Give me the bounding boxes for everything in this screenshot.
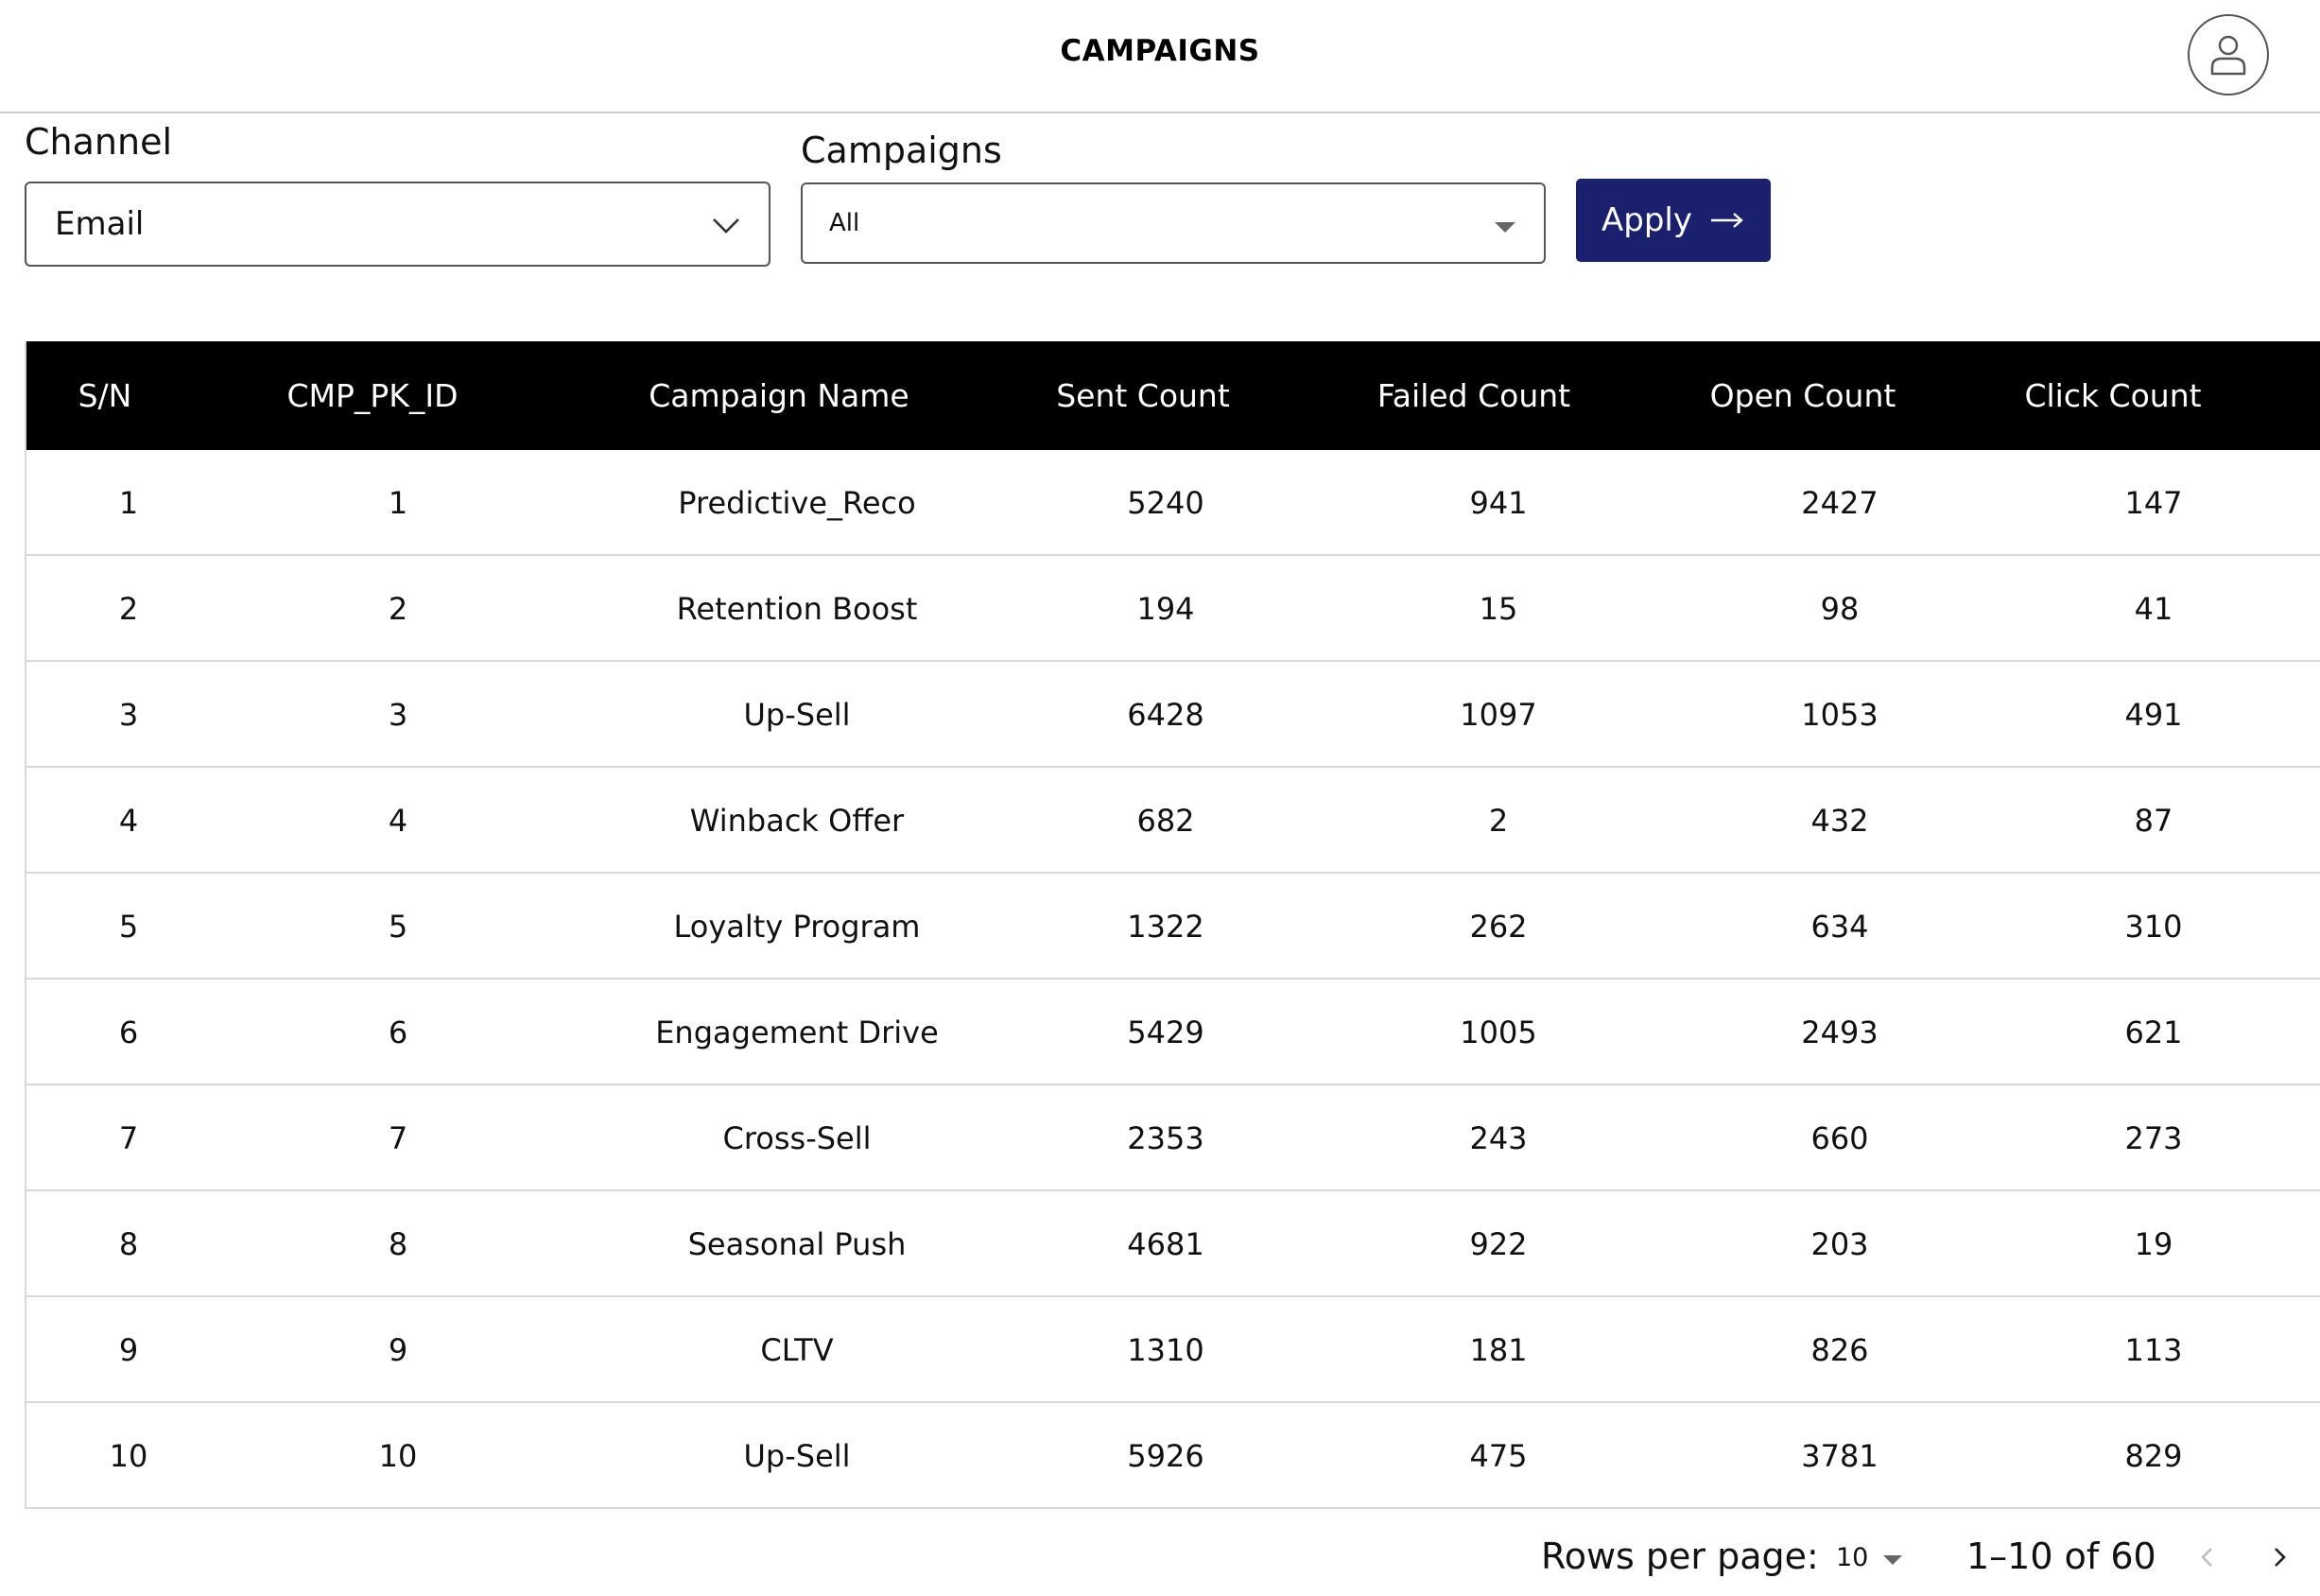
dropdown-caret-icon	[1883, 1555, 1902, 1565]
cell-campaign-name: Cross-Sell	[722, 1120, 872, 1156]
campaigns-label: Campaigns	[801, 130, 1002, 171]
cell-campaign-name: Predictive_Reco	[678, 485, 916, 521]
cell-click-count: 310	[2124, 909, 2183, 945]
cell-open-count: 826	[1810, 1332, 1869, 1368]
rows-per-page-value: 10	[1836, 1543, 1869, 1572]
chevron-down-icon	[710, 206, 742, 244]
cell-failed-count: 262	[1469, 909, 1528, 945]
cell-failed-count: 2	[1488, 803, 1509, 839]
table-header	[26, 341, 2320, 450]
table-row[interactable]	[26, 1297, 2320, 1403]
cell-failed-count: 181	[1469, 1332, 1528, 1368]
cell-click-count: 87	[2134, 803, 2173, 839]
cell-sn: 9	[118, 1332, 139, 1368]
campaigns-select-value: All	[829, 209, 860, 237]
cell-sn: 7	[118, 1120, 139, 1156]
chevron-right-icon	[2263, 1541, 2295, 1573]
cell-sent-count: 5926	[1127, 1438, 1204, 1474]
page-title: CAMPAIGNS	[1060, 34, 1260, 68]
column-header-click-count[interactable]: Click Count	[2024, 377, 2202, 414]
cell-failed-count: 922	[1469, 1226, 1528, 1262]
cell-cmp-pk-id: 9	[388, 1332, 408, 1368]
column-header-campaign-name[interactable]: Campaign Name	[649, 377, 909, 414]
table-row[interactable]	[26, 1085, 2320, 1191]
cell-open-count: 634	[1810, 909, 1869, 945]
cell-campaign-name: Loyalty Program	[673, 909, 921, 945]
rows-per-page-label: Rows per page:	[1541, 1535, 1819, 1577]
cell-cmp-pk-id: 1	[388, 485, 408, 521]
cell-open-count: 2427	[1801, 485, 1879, 521]
campaigns-select[interactable]	[801, 182, 1546, 264]
cell-click-count: 621	[2124, 1015, 2183, 1050]
cell-sn: 6	[118, 1015, 139, 1050]
cell-click-count: 41	[2134, 591, 2173, 627]
table-row[interactable]	[26, 450, 2320, 556]
channel-label: Channel	[25, 121, 173, 163]
apply-button[interactable]	[1576, 179, 1771, 262]
cell-campaign-name: Seasonal Push	[687, 1226, 907, 1262]
column-header-cmp-pk-id[interactable]: CMP_PK_ID	[286, 377, 459, 414]
cell-open-count: 3781	[1801, 1438, 1879, 1474]
cell-sn: 10	[109, 1438, 148, 1474]
cell-campaign-name: Winback Offer	[689, 803, 905, 839]
cell-cmp-pk-id: 6	[388, 1015, 408, 1050]
cell-open-count: 1053	[1801, 697, 1879, 733]
top-bar	[0, 0, 2320, 113]
cell-sent-count: 6428	[1127, 697, 1204, 733]
column-header-failed-count[interactable]: Failed Count	[1376, 377, 1571, 414]
campaigns-table	[25, 341, 2320, 1509]
cell-failed-count: 243	[1469, 1120, 1528, 1156]
cell-sn: 3	[118, 697, 139, 733]
cell-click-count: 19	[2134, 1226, 2173, 1262]
cell-click-count: 113	[2124, 1332, 2183, 1368]
cell-sn: 2	[118, 591, 139, 627]
next-page-button[interactable]	[2263, 1541, 2295, 1573]
chevron-left-icon	[2191, 1541, 2224, 1573]
cell-sent-count: 1310	[1127, 1332, 1204, 1368]
table-row[interactable]	[26, 1403, 2320, 1509]
cell-open-count: 203	[1810, 1226, 1869, 1262]
channel-select-value: Email	[55, 205, 145, 243]
cell-click-count: 491	[2124, 697, 2183, 733]
cell-campaign-name: Engagement Drive	[655, 1015, 939, 1050]
cell-cmp-pk-id: 8	[388, 1226, 408, 1262]
cell-open-count: 98	[1820, 591, 1860, 627]
cell-click-count: 273	[2124, 1120, 2183, 1156]
table-row[interactable]	[26, 556, 2320, 662]
cell-open-count: 660	[1810, 1120, 1869, 1156]
column-header-sn[interactable]: S/N	[78, 377, 132, 414]
cell-campaign-name: CLTV	[760, 1332, 834, 1368]
cell-cmp-pk-id: 3	[388, 697, 408, 733]
column-header-open-count[interactable]: Open Count	[1709, 377, 1896, 414]
cell-failed-count: 1005	[1460, 1015, 1537, 1050]
cell-cmp-pk-id: 4	[388, 803, 408, 839]
cell-campaign-name: Retention Boost	[676, 591, 918, 627]
cell-sn: 1	[118, 485, 139, 521]
cell-open-count: 2493	[1801, 1015, 1879, 1050]
apply-button-label: Apply	[1601, 201, 1692, 239]
cell-click-count: 147	[2124, 485, 2183, 521]
cell-campaign-name: Up-Sell	[743, 1438, 851, 1474]
table-row[interactable]	[26, 1191, 2320, 1297]
cell-cmp-pk-id: 2	[388, 591, 408, 627]
arrow-right-icon	[1709, 211, 1745, 230]
cell-sent-count: 682	[1136, 803, 1195, 839]
rows-per-page-select[interactable]	[1836, 1543, 1902, 1572]
cell-sent-count: 5429	[1127, 1015, 1204, 1050]
user-icon	[2208, 33, 2248, 77]
cell-failed-count: 475	[1469, 1438, 1528, 1474]
cell-sent-count: 4681	[1127, 1226, 1204, 1262]
cell-sent-count: 194	[1136, 591, 1195, 627]
cell-open-count: 432	[1810, 803, 1869, 839]
dropdown-caret-icon	[1495, 222, 1515, 233]
cell-sn: 5	[118, 909, 139, 945]
cell-failed-count: 15	[1479, 591, 1518, 627]
cell-campaign-name: Up-Sell	[743, 697, 851, 733]
cell-sent-count: 1322	[1127, 909, 1204, 945]
cell-sn: 8	[118, 1226, 139, 1262]
table-row[interactable]	[26, 874, 2320, 980]
previous-page-button[interactable]	[2191, 1541, 2224, 1573]
cell-sent-count: 5240	[1127, 485, 1204, 521]
table-row[interactable]	[26, 662, 2320, 768]
cell-failed-count: 1097	[1460, 697, 1537, 733]
pagination-range: 1–10 of 60	[1966, 1535, 2156, 1577]
column-header-sent-count[interactable]: Sent Count	[1056, 377, 1230, 414]
cell-failed-count: 941	[1469, 485, 1528, 521]
cell-sent-count: 2353	[1127, 1120, 1204, 1156]
cell-cmp-pk-id: 7	[388, 1120, 408, 1156]
table-row[interactable]	[26, 980, 2320, 1085]
cell-sn: 4	[118, 803, 139, 839]
table-row[interactable]	[26, 768, 2320, 874]
cell-click-count: 829	[2124, 1438, 2183, 1474]
avatar-button[interactable]	[2188, 14, 2269, 95]
cell-cmp-pk-id: 5	[388, 909, 408, 945]
channel-select[interactable]	[25, 182, 770, 267]
cell-cmp-pk-id: 10	[378, 1438, 418, 1474]
